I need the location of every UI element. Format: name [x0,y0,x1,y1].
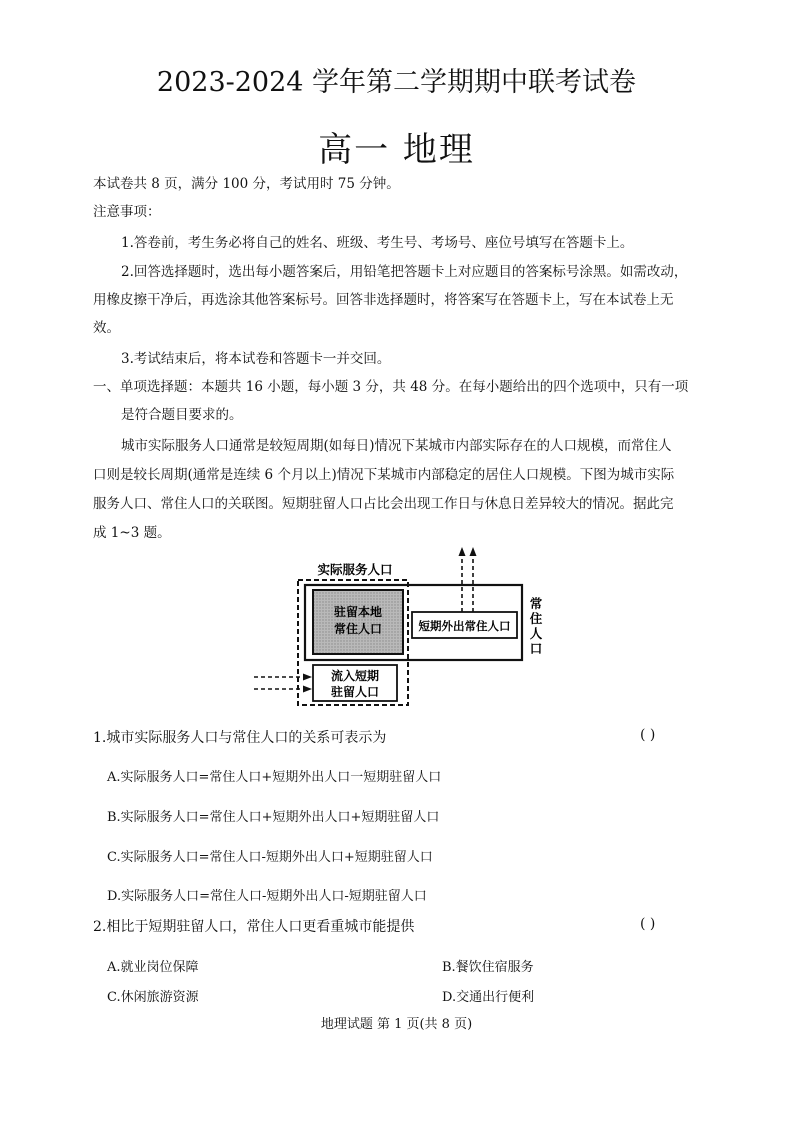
notice-item-2-line-1: 2.回答选择题时，选出每小题答案后，用铅笔把答题卡上对应题目的答案标号涂黑。如需改动， [121,264,688,280]
in-short-label-1: 流入短期 [330,669,380,683]
resident-label-char: 口 [529,641,543,656]
stay-local-label-1: 驻留本地 [333,605,383,619]
resident-label-char: 常 [529,596,543,611]
question-1-stem: 1.城市实际服务人口与常住人口的关系可表示为 [93,730,387,746]
question-2-answer-blank: ( ) [640,916,656,932]
out-short-label: 短期外出常住人口 [418,619,511,633]
question-1-option-b: B.实际服务人口=常住人口+短期外出人口+短期驻留人口 [107,810,440,825]
arrow-up-icon [459,547,466,556]
arrow-up-icon [470,547,477,556]
passage-line-1: 城市实际服务人口通常是较短周期(如每日)情况下某城市内部实际存在的人口规模，而常住人 [121,438,672,454]
question-2-option-a: A.就业岗位保障 [107,960,199,975]
question-1-answer-blank: ( ) [640,727,656,743]
in-short-label-2: 驻留人口 [330,685,380,699]
section-heading-line-2: 是符合题目要求的。 [121,407,243,423]
page-footer: 地理试题 第 1 页(共 8 页) [320,1017,473,1032]
question-2-option-b: B.餐饮住宿服务 [442,960,534,975]
question-1-option-c: C.实际服务人口=常住人口-短期外出人口+短期驻留人口 [107,850,433,865]
arrow-right-icon [303,686,312,693]
exam-title: 2023-2024 学年第二学期期中联考试卷 [156,67,637,98]
population-diagram [250,544,550,710]
service-population-label: 实际服务人口 [317,562,393,577]
section-heading-line-1: 一、单项选择题：本题共 16 小题，每小题 3 分，共 48 分。在每小题给出的四个选项中，只有一项 [93,379,689,395]
notice-item-2-line-3: 效。 [93,320,120,336]
notice-item-1: 1.答卷前，考生务必将自己的姓名、班级、考生号、考场号、座位号填写在答题卡上。 [121,235,634,251]
question-2-stem: 2.相比于短期驻留人口，常住人口更看重城市能提供 [93,919,415,935]
question-2-option-d: D.交通出行便利 [442,990,535,1005]
resident-label-char: 人 [529,626,543,641]
passage-line-3: 服务人口、常住人口的关联图。短期驻留人口占比会出现工作日与休息日差异较大的情况。据此完 [93,496,674,512]
passage-line-4: 成 1~3 题。 [93,525,171,541]
resident-label-char: 住 [529,611,543,626]
question-1-option-a: A.实际服务人口=常住人口+短期外出人口一短期驻留人口 [107,770,442,785]
question-1-option-d: D.实际服务人口=常住人口-短期外出人口-短期驻留人口 [107,889,427,904]
stay-local-label-2: 常住人口 [333,622,383,636]
exam-subject: 高一 地理 [318,130,475,170]
question-2-option-c: C.休闲旅游资源 [107,990,199,1005]
notice-item-3: 3.考试结束后，将本试卷和答题卡一并交回。 [121,351,391,367]
notice-heading: 注意事项： [93,204,161,220]
arrow-right-icon [303,674,312,681]
passage-line-2: 口则是较长周期(通常是连续 6 个月以上)情况下某城市内部稳定的居住人口规模。下图为城市实际 [93,467,675,483]
notice-item-2-line-2: 用橡皮擦干净后，再选涂其他答案标号。回答非选择题时，将答案写在答题卡上，写在本试卷上无 [93,292,674,308]
intro-line: 本试卷共 8 页，满分 100 分，考试用时 75 分钟。 [93,176,400,192]
